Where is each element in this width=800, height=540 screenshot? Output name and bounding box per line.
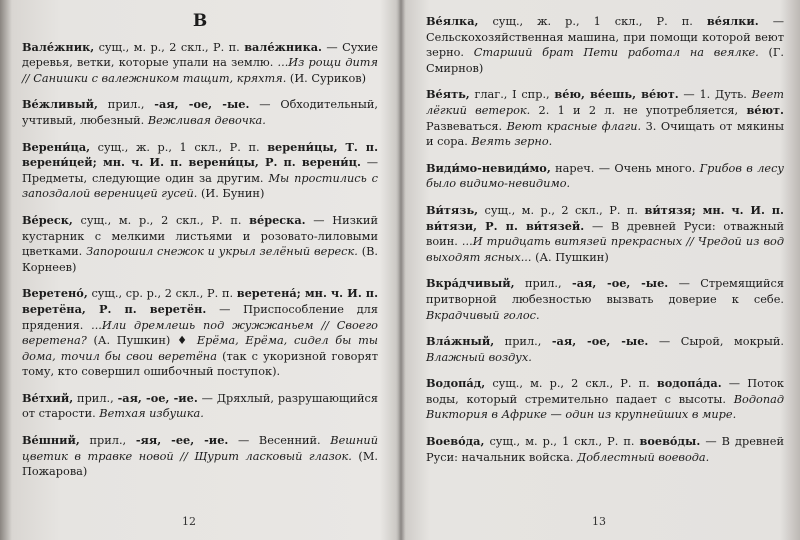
dictionary-entry [426, 87, 784, 149]
entry-forms: ве́ют. [746, 102, 784, 117]
entry-forms: ви́тязя; мн. ч. И. п. ви́тязи, Р. п. ви́тязей. [426, 202, 784, 233]
entry-text: (М. Пожарова) [22, 449, 378, 479]
entry-forms: ве́ялки. [706, 14, 759, 28]
entry-text: сущ., м. р., 1 скл., Р. п. [484, 435, 640, 449]
entry-example: Влажный воздух. [426, 350, 532, 364]
dictionary-entry [426, 14, 784, 76]
entry-text: (так с укоризной говорят тому, кто совершил ошибочный поступок). [22, 349, 378, 379]
entry-headword: Ве́шний, [22, 433, 80, 448]
entry-text: — Поток воды, который стремительно падает с высоты. [426, 377, 784, 406]
entry-headword: Верени́ца, [22, 139, 91, 154]
entry-text: прил., [494, 335, 552, 349]
entry-headword: Веретено́, [22, 286, 88, 301]
left-entries [22, 40, 378, 480]
page-number-left: 12 [182, 515, 196, 529]
dictionary-entry [22, 40, 378, 87]
entry-example: Мы простились с запоздалой вереницей гусей. [22, 171, 378, 201]
entry-headword: Вале́жник, [22, 39, 95, 54]
entry-example: Вежливая девочка. [147, 113, 266, 127]
entry-headword: Ве́ять, [426, 87, 470, 102]
dictionary-entry [426, 334, 784, 365]
entry-text: сущ., м. р., 2 скл., Р. п. [485, 377, 657, 391]
entry-text: — Сухие деревья, ветки, которые упали на землю. [22, 40, 378, 70]
entry-text: прил., [73, 391, 118, 405]
dictionary-entry [426, 203, 784, 265]
entry-example: Веять зерно. [471, 135, 553, 149]
entry-text: — Приспособление для прядения. [22, 302, 378, 332]
entry-text: прил., [514, 277, 572, 291]
right-page [402, 0, 800, 540]
entry-text: сущ., ж. р., 1 скл., Р. п. [90, 140, 268, 154]
entry-forms: вале́жника. [244, 39, 322, 54]
entry-text: Развеваться. [426, 119, 507, 133]
entry-example: ...И тридцать витязей прекрасных // Чредой из вод выходят ясных... [426, 235, 784, 264]
entry-example: ...Или дремлешь под жужжаньем // Своего веретена? [22, 318, 378, 348]
entry-example: ...Из рощи дитя // Санишки с валежником тащит, кряхтя. [22, 56, 379, 85]
dictionary-entry [22, 286, 378, 380]
entry-forms: верени́цы, Т. п. верени́цей; мн. ч. И. п. верени́цы, Р. п. верени́ц. [22, 139, 379, 170]
entry-text: — В древней Руси: отважный воин. [426, 219, 785, 249]
entry-text: 3. Очищать от мякины и сора. [426, 119, 784, 149]
entry-forms: ве́реска. [249, 212, 306, 227]
entry-forms: -ая, -ое, -ые. [551, 334, 649, 349]
entry-text: 2. 1 и 2 л. не употребляется, [530, 103, 747, 117]
entry-forms: воево́ды. [639, 434, 701, 449]
entry-example: Веют красные флаги. [506, 119, 642, 133]
entry-text: — Предметы, следующие один за другим. [22, 156, 378, 185]
entry-headword: Ве́ялка, [426, 14, 479, 28]
entry-example: Старший брат Пети работал на веялке. [473, 46, 759, 60]
entry-text: (Г. Смирнов) [426, 46, 784, 75]
entry-headword: Ве́реск, [22, 212, 73, 227]
entry-example: Водопад Виктория в Африке — один из крупнейших в мире. [426, 392, 784, 422]
entry-forms: водопа́да. [656, 376, 722, 391]
entry-example: Вешний цветик в травке новой // Щурит ласковый глазок. [22, 434, 378, 463]
dictionary-entry [22, 433, 378, 480]
entry-text: — Стремящийся притворной любезностью вызвать доверие к себе. [426, 277, 784, 306]
entry-forms: веретена́; мн. ч. И. п. веретёна, Р. п. веретён. [22, 286, 378, 316]
entry-text: (А. Пушкин) ♦ [86, 334, 197, 348]
entry-forms: -ая, -ое, -ые. [154, 97, 250, 112]
entry-text: сущ., м. р., 2 скл., Р. п. [94, 40, 245, 54]
entry-text: — Обходительный, учтивый, любезный. [22, 98, 378, 127]
dictionary-entry [426, 161, 784, 192]
entry-text: — Дряхлый, разрушающийся от старости. [22, 391, 378, 421]
entry-text: нареч. — Очень много. [550, 161, 700, 175]
entry-headword: Види́мо-невиди́мо, [426, 160, 551, 175]
entry-text: — Весенний. [228, 434, 331, 448]
dictionary-entry [22, 213, 378, 275]
entry-text: (И. Бунин) [197, 187, 265, 201]
entry-text: (И. Суриков) [286, 71, 367, 85]
entry-text: — В древней Руси: начальник войска. [426, 435, 784, 464]
entry-example: Запорошил снежок и укрыл зелёный вереск. [86, 245, 358, 259]
section-letter: В [192, 11, 208, 31]
entry-text: сущ., ж. р., 1 скл., Р. п. [478, 15, 707, 28]
entry-text: (А. Пушкин) [531, 250, 609, 264]
entry-text: — Сельскохозяйственная машина, при помощи которой веют зерно. [426, 15, 784, 60]
dictionary-entry [22, 140, 378, 202]
entry-headword: Водопа́д, [426, 376, 486, 391]
entry-forms: -ая, -ое, -ые. [572, 276, 669, 291]
entry-forms: -ая, -ое, -ие. [117, 390, 198, 405]
entry-text: сущ., м. р., 2 скл., Р. п. [478, 203, 645, 217]
entry-headword: Ви́тязь, [426, 202, 479, 217]
entry-headword: Ве́тхий, [22, 390, 74, 405]
dictionary-entry [22, 391, 378, 422]
entry-text: — 1. Дуть. [678, 88, 752, 102]
dictionary-entry [426, 376, 784, 423]
entry-text: сущ., ср. р., 2 скл., Р. п. [87, 287, 237, 301]
entry-forms: -яя, -ее, -ие. [135, 433, 229, 448]
page-number-right: 13 [592, 515, 606, 529]
entry-headword: Воево́да, [426, 434, 485, 449]
entry-headword: Ве́жливый, [22, 97, 98, 112]
entry-text: сущ., м. р., 2 скл., Р. п. [72, 213, 250, 227]
dictionary-entry [426, 434, 784, 465]
entry-text: прил., [97, 98, 155, 112]
entry-text: — Низкий кустарник с мелкими листьями и розовато-лиловыми цветками. [22, 213, 378, 259]
entry-example: Ерёма, Ерёма, сидел бы ты дома, точил бы свои веретёна [22, 334, 378, 363]
right-entries [426, 14, 784, 465]
dictionary-entry [426, 276, 784, 323]
entry-headword: Вкра́дчивый, [426, 276, 515, 291]
entry-example: Доблестный воевода. [577, 450, 710, 464]
entry-text: глаг., I спр., [469, 88, 555, 102]
entry-forms: ве́ю, ве́ешь, ве́ют. [554, 87, 679, 102]
entry-text: прил., [79, 434, 136, 448]
entry-example: Ветхая избушка. [99, 407, 204, 421]
dictionary-entry [22, 97, 378, 128]
entry-example: Вкрадчивый голос. [426, 308, 540, 322]
entry-example: Веет лёгкий ветерок. [426, 88, 784, 117]
entry-example: Грибов в лесу было видимо-невидимо. [426, 161, 784, 191]
entry-text: — Сырой, мокрый. [648, 335, 784, 349]
entry-text: (В. Корнеев) [22, 245, 378, 274]
entry-headword: Вла́жный, [426, 334, 495, 349]
